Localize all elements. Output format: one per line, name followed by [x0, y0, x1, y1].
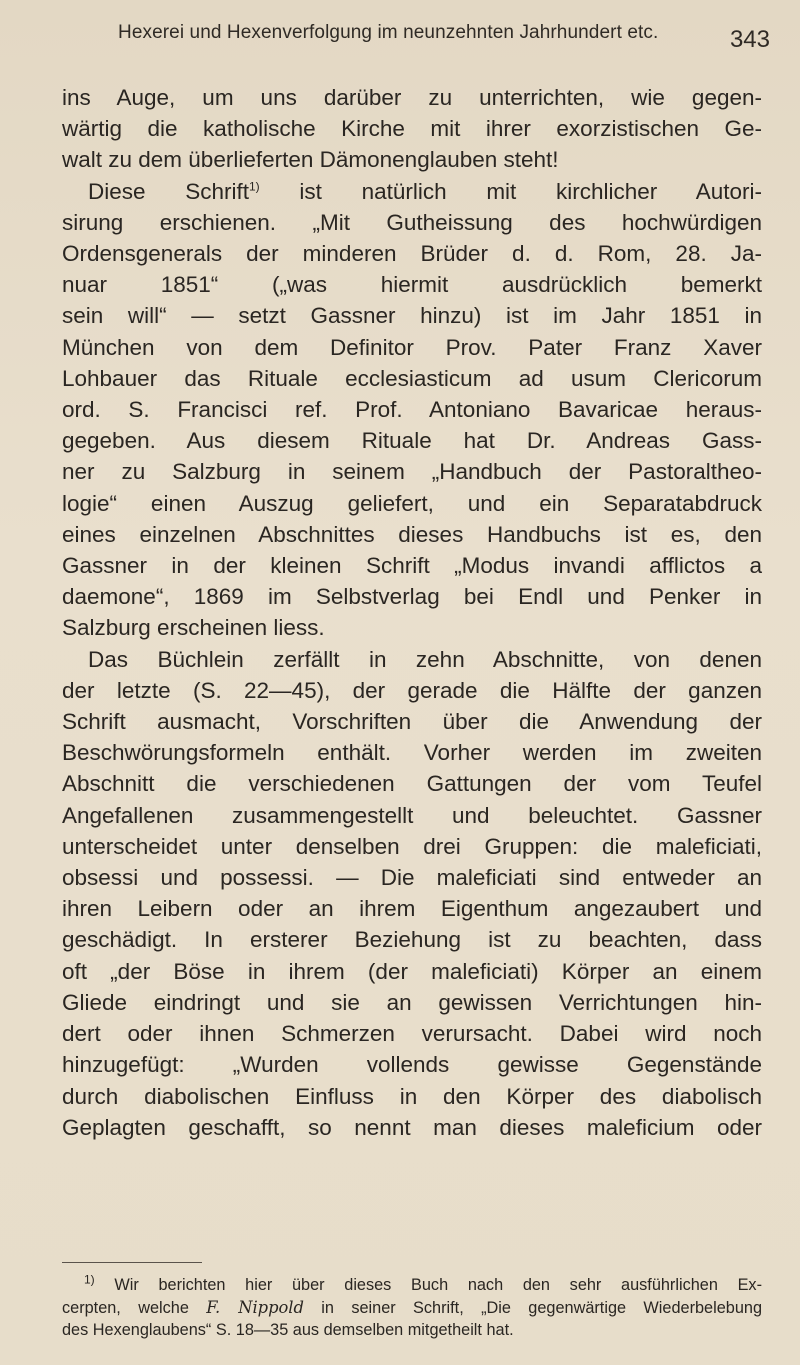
text-line: gegeben. Aus diesem Rituale hat Dr. Andreas Gass- — [62, 428, 762, 454]
text-line: dert oder ihnen Schmerzen verursacht. Dabei wird noch — [62, 1021, 762, 1047]
text-line: Ordensgenerals der minderen Brüder d. d. Rom, 28. Ja- — [62, 241, 762, 267]
text-line: sein will“ — setzt Gassner hinzu) ist im Jahr 1851 in — [62, 303, 762, 329]
text-line: walt zu dem überlieferten Dämonenglauben steht! — [62, 147, 559, 173]
footnote-line — [62, 1297, 762, 1320]
footnote-author: F. Nippold — [206, 1297, 304, 1317]
text-line: Lohbauer das Rituale ecclesiasticum ad usum Clericorum — [62, 365, 762, 391]
text-line: der letzte (S. 22—45), der gerade die Hälfte der ganzen — [62, 677, 762, 703]
text-line: Abschnitt die verschiedenen Gattungen der vom Teufel — [62, 771, 762, 797]
text-line: logie“ einen Auszug geliefert, und ein Separatabdruck — [62, 490, 762, 516]
text-line: Angefallenen zusammengestellt und beleuchtet. Gassner — [62, 802, 762, 828]
text-line: München von dem Definitor Prov. Pater Franz Xaver — [62, 334, 762, 360]
footnote-marker: 1) — [84, 1272, 95, 1287]
text-line: daemone“, 1869 im Selbstverlag bei Endl und Penker in — [62, 584, 762, 610]
text-line: sirung erschienen. „Mit Gutheissung des hochwürdigen — [62, 209, 762, 235]
text-line: oft „der Böse in ihrem (der maleficiati) Körper an einem — [62, 958, 762, 984]
footnote-text: in seiner Schrift, „Die gegenwärtige Wiederbelebung — [303, 1298, 762, 1317]
page-header — [60, 22, 770, 62]
text-line: wärtig die katholische Kirche mit ihrer exorzistischen Ge- — [62, 116, 762, 142]
text-line: Das Büchlein zerfällt in zehn Abschnitte, von denen — [88, 646, 762, 672]
text-line: nuar 1851“ („was hiermit ausdrücklich bemerkt — [62, 272, 762, 298]
text-line: Salzburg erscheinen liess. — [62, 615, 325, 641]
text-line: ord. S. Francisci ref. Prof. Antoniano Bavaricae heraus- — [62, 397, 762, 423]
page-number: 343 — [729, 26, 770, 53]
footnote-text: cerpten, welche — [62, 1298, 207, 1317]
footnote-text: Wir berichten hier über dieses Buch nach den sehr ausführlichen Ex- — [114, 1276, 762, 1294]
footnote-line: des Hexenglaubens“ S. 18—35 aus demselben mitgetheilt hat. — [62, 1321, 514, 1339]
text-fragment: Diese Schrift — [88, 178, 249, 204]
text-line: obsessi und possessi. — Die maleficiati sind entweder an — [62, 865, 762, 891]
text-line-with-footnote-ref — [62, 176, 762, 207]
text-line: unterscheidet unter denselben drei Gruppen: die maleficiati, — [62, 833, 762, 859]
text-line: durch diabolischen Einfluss in den Körper des diabolisch — [62, 1083, 762, 1109]
text-line: geschädigt. In ersterer Beziehung ist zu beachten, dass — [62, 927, 762, 953]
text-line: Beschwörungsformeln enthält. Vorher werden im zweiten — [62, 740, 762, 766]
text-line: Gassner in der kleinen Schrift „Modus invandi afflictos a — [62, 553, 762, 579]
text-line: hinzugefügt: „Wurden vollends gewisse Gegenstände — [62, 1052, 762, 1078]
running-title: Hexerei und Hexenverfolgung im neunzehnten Jahrhundert etc. — [118, 22, 659, 43]
text-line: Schrift ausmacht, Vorschriften über die Anwendung der — [62, 709, 762, 735]
text-line: eines einzelnen Abschnittes dieses Handbuchs ist es, den — [62, 521, 762, 547]
text-line: Gliede eindringt und sie an gewissen Verrichtungen hin- — [62, 989, 762, 1015]
footnote — [62, 1274, 762, 1342]
text-line: ner zu Salzburg in seinem „Handbuch der Pastoraltheo- — [62, 459, 762, 485]
body-text — [62, 82, 762, 1143]
footnote-line — [62, 1274, 762, 1297]
text-line: ins Auge, um uns darüber zu unterrichten, wie gegen- — [62, 85, 762, 110]
text-fragment: ist natürlich mit kirchlicher Autori- — [299, 178, 762, 204]
text-line: ihren Leibern oder an ihrem Eigenthum angezaubert und — [62, 896, 762, 922]
footnote-divider — [62, 1262, 202, 1263]
text-line: Geplagten geschafft, so nennt man dieses maleficium oder — [62, 1114, 762, 1140]
footnote-reference: 1) — [249, 179, 260, 194]
